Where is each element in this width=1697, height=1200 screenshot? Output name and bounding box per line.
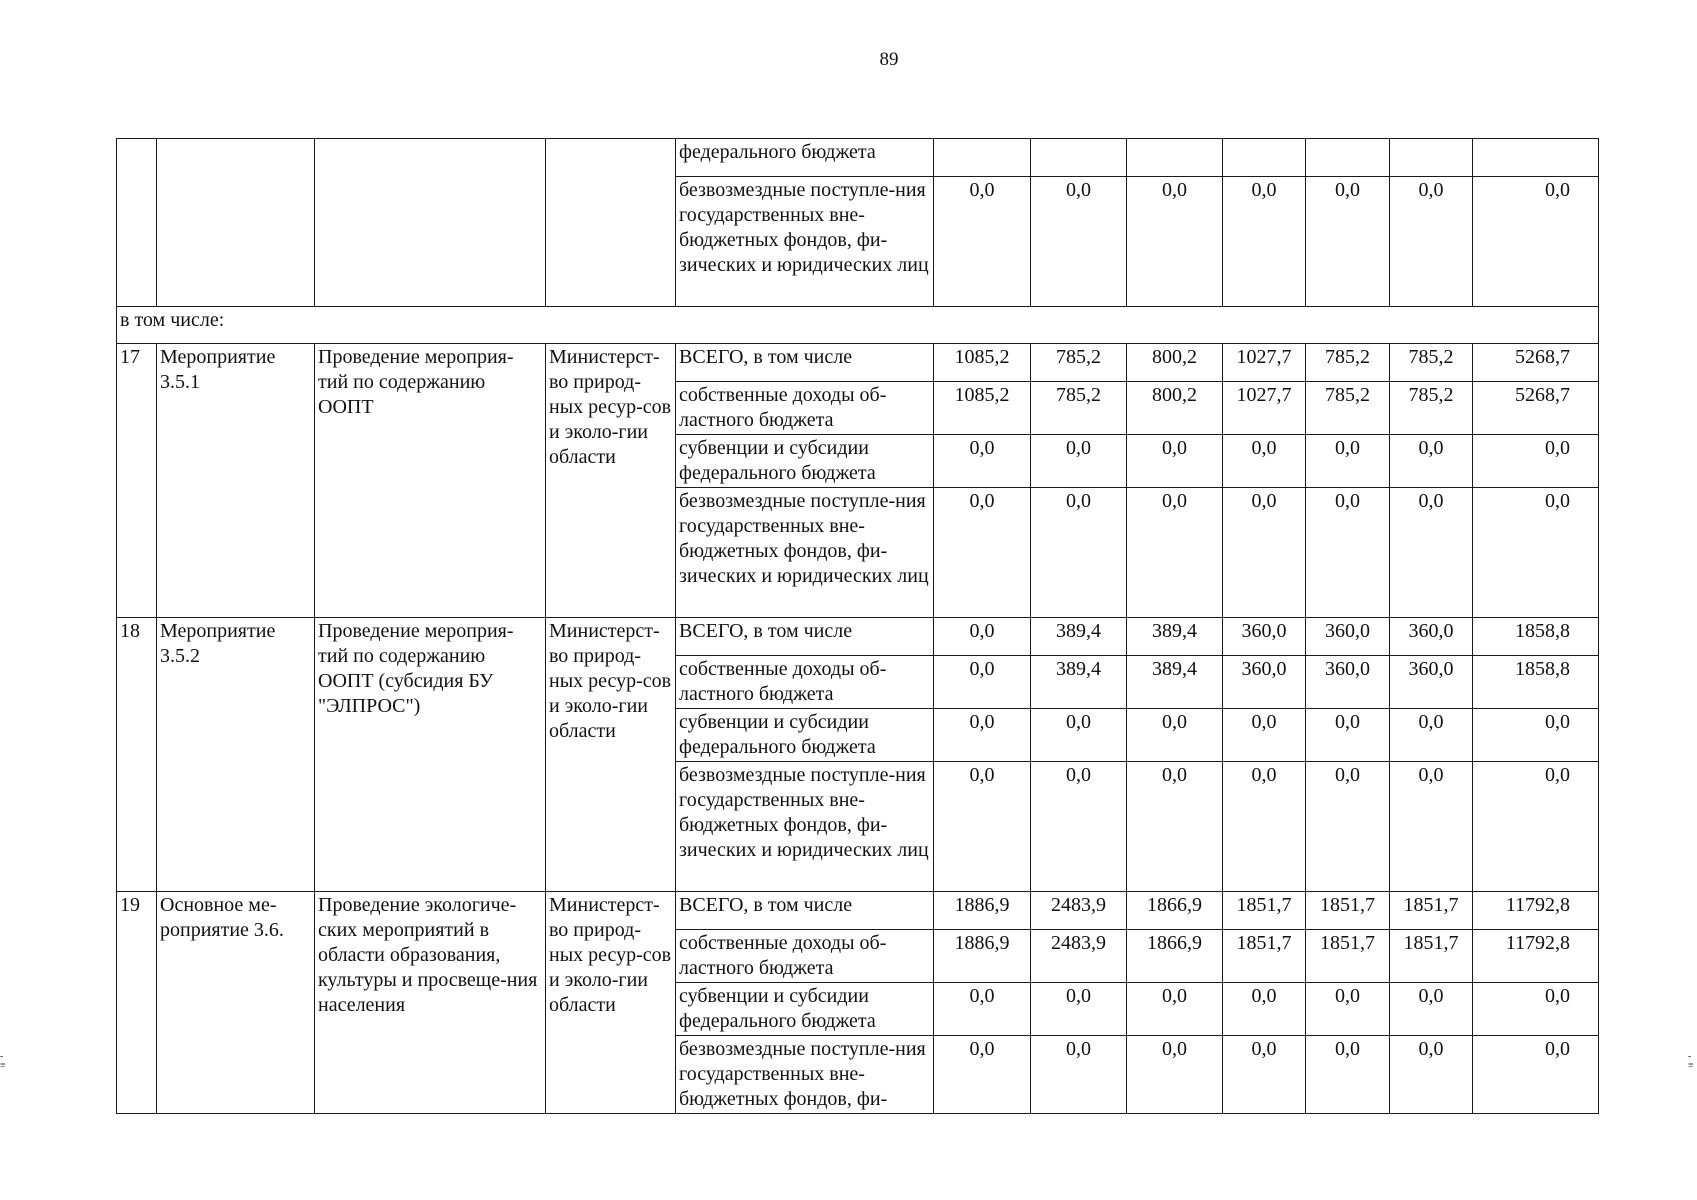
cell-value: 0,0 bbox=[1031, 488, 1127, 618]
cell-value: 800,2 bbox=[1127, 344, 1223, 382]
cell-name: Мероприятие 3.5.2 bbox=[157, 618, 315, 892]
cell-value: 0,0 bbox=[1390, 435, 1473, 488]
cell-source: безвозмездные поступле-ния государственных вне-бюджетных фондов, фи-зических и юридических лиц bbox=[676, 177, 934, 307]
cell-value: 0,0 bbox=[1223, 488, 1306, 618]
cell-value: 389,4 bbox=[1127, 656, 1223, 709]
cell-description: Проведение экологиче-ских мероприятий в области образования, культуры и просвеще-ния населения bbox=[315, 892, 546, 1114]
page-number: 89 bbox=[879, 49, 899, 70]
cell-value: 1866,9 bbox=[1127, 892, 1223, 930]
cell-source: ВСЕГО, в том числе bbox=[676, 344, 934, 382]
cell-value: 0,0 bbox=[1127, 177, 1223, 307]
cell-number: 19 bbox=[117, 892, 157, 1114]
cell-value: 0,0 bbox=[1127, 435, 1223, 488]
cell-value bbox=[1031, 139, 1127, 177]
cell-number: 17 bbox=[117, 344, 157, 618]
cell-value: 1851,7 bbox=[1306, 892, 1390, 930]
cell-value: 1851,7 bbox=[1390, 892, 1473, 930]
cell-value: 1866,9 bbox=[1127, 930, 1223, 983]
cell-source: собственные доходы об-ластного бюджета bbox=[676, 930, 934, 983]
cell-value: 0,0 bbox=[934, 656, 1031, 709]
cell-value: 11792,8 bbox=[1473, 930, 1599, 983]
cell-executor: Министерст-во природ-ных ресур-сов и эколо-гии области bbox=[546, 892, 676, 1114]
cell-value: 1858,8 bbox=[1473, 656, 1599, 709]
cell-value: 0,0 bbox=[934, 1036, 1031, 1114]
cell-value: 0,0 bbox=[1223, 762, 1306, 892]
cell-value: 0,0 bbox=[1031, 177, 1127, 307]
cell-value bbox=[1390, 139, 1473, 177]
table-row bbox=[117, 892, 1599, 930]
cell-value: 1858,8 bbox=[1473, 618, 1599, 656]
cell-value: 0,0 bbox=[934, 762, 1031, 892]
cell-description: Проведение мероприя-тий по содержанию ООПТ bbox=[315, 344, 546, 618]
cell-value: 0,0 bbox=[1223, 435, 1306, 488]
cell-value: 360,0 bbox=[1223, 656, 1306, 709]
cell-source: ВСЕГО, в том числе bbox=[676, 892, 934, 930]
cell-value: 389,4 bbox=[1031, 618, 1127, 656]
cell-value bbox=[1127, 139, 1223, 177]
cell-value: 1851,7 bbox=[1223, 892, 1306, 930]
cell-name: Мероприятие 3.5.1 bbox=[157, 344, 315, 618]
cell-description bbox=[315, 139, 546, 307]
cell-value: 1027,7 bbox=[1223, 382, 1306, 435]
cell-value: 360,0 bbox=[1390, 656, 1473, 709]
cell-value: 785,2 bbox=[1390, 382, 1473, 435]
cell-value: 0,0 bbox=[1390, 762, 1473, 892]
cell-value: 785,2 bbox=[1306, 382, 1390, 435]
cell-value: 0,0 bbox=[934, 435, 1031, 488]
cell-value: 389,4 bbox=[1127, 618, 1223, 656]
cell-value: 1851,7 bbox=[1223, 930, 1306, 983]
cell-value: 0,0 bbox=[934, 983, 1031, 1036]
section-row bbox=[117, 307, 1599, 344]
cell-value: 11792,8 bbox=[1473, 892, 1599, 930]
cell-value: 0,0 bbox=[934, 177, 1031, 307]
cell-value: 0,0 bbox=[1306, 177, 1390, 307]
cell-value: 360,0 bbox=[1306, 618, 1390, 656]
cell-value: 360,0 bbox=[1306, 656, 1390, 709]
cell-value bbox=[934, 139, 1031, 177]
cell-value bbox=[1223, 139, 1306, 177]
cell-source: безвозмездные поступле-ния государственных вне-бюджетных фондов, фи-зических и юридических лиц bbox=[676, 488, 934, 618]
table-row bbox=[117, 618, 1599, 656]
cell-value: 785,2 bbox=[1390, 344, 1473, 382]
cell-value: 0,0 bbox=[1223, 177, 1306, 307]
cell-executor bbox=[546, 139, 676, 307]
budget-table bbox=[116, 138, 1599, 1114]
cell-value: 0,0 bbox=[1306, 762, 1390, 892]
cell-source: собственные доходы об-ластного бюджета bbox=[676, 382, 934, 435]
cell-value: 1085,2 bbox=[934, 344, 1031, 382]
cell-value: 5268,7 bbox=[1473, 382, 1599, 435]
cell-value: 0,0 bbox=[1473, 709, 1599, 762]
cell-value: 0,0 bbox=[1223, 983, 1306, 1036]
cell-value: 0,0 bbox=[1306, 709, 1390, 762]
cell-source: субвенции и субсидии федерального бюджета bbox=[676, 435, 934, 488]
cell-value: 360,0 bbox=[1223, 618, 1306, 656]
cell-value: 0,0 bbox=[1031, 983, 1127, 1036]
table-row bbox=[117, 344, 1599, 382]
cell-value: 0,0 bbox=[1390, 177, 1473, 307]
cell-value: 0,0 bbox=[1473, 177, 1599, 307]
cell-value bbox=[1473, 139, 1599, 177]
cell-value: 785,2 bbox=[1031, 382, 1127, 435]
cell-value: 0,0 bbox=[1127, 1036, 1223, 1114]
cell-value: 0,0 bbox=[1390, 983, 1473, 1036]
cell-value: 0,0 bbox=[1223, 1036, 1306, 1114]
cell-value: 785,2 bbox=[1306, 344, 1390, 382]
cell-value: 0,0 bbox=[1031, 709, 1127, 762]
cell-value: 0,0 bbox=[1306, 1036, 1390, 1114]
cell-source: субвенции и субсидии федерального бюджета bbox=[676, 709, 934, 762]
cell-source: федерального бюджета bbox=[676, 139, 934, 177]
cell-value: 0,0 bbox=[1223, 709, 1306, 762]
cell-value: 389,4 bbox=[1031, 656, 1127, 709]
cell-value: 0,0 bbox=[934, 618, 1031, 656]
cell-value: 0,0 bbox=[1127, 709, 1223, 762]
cell-value: 0,0 bbox=[1306, 983, 1390, 1036]
cell-value: 1085,2 bbox=[934, 382, 1031, 435]
cell-number bbox=[117, 139, 157, 307]
cell-value: 0,0 bbox=[1473, 488, 1599, 618]
table-body bbox=[117, 139, 1599, 1114]
cell-value: 1027,7 bbox=[1223, 344, 1306, 382]
cell-value: 1886,9 bbox=[934, 892, 1031, 930]
cell-name bbox=[157, 139, 315, 307]
cell-value: 1886,9 bbox=[934, 930, 1031, 983]
cell-value: 0,0 bbox=[1127, 488, 1223, 618]
cell-value: 0,0 bbox=[1390, 488, 1473, 618]
cell-executor: Министерст-во природ-ных ресур-сов и эколо-гии области bbox=[546, 618, 676, 892]
cell-value: 0,0 bbox=[1473, 762, 1599, 892]
cell-value: 0,0 bbox=[1306, 435, 1390, 488]
cell-value: 360,0 bbox=[1390, 618, 1473, 656]
cell-value: 5268,7 bbox=[1473, 344, 1599, 382]
cell-value: 785,2 bbox=[1031, 344, 1127, 382]
cell-value: 0,0 bbox=[1031, 1036, 1127, 1114]
cell-value: 1851,7 bbox=[1306, 930, 1390, 983]
cell-value: 0,0 bbox=[1127, 762, 1223, 892]
cell-description: Проведение мероприя-тий по содержанию ООПТ (субсидия БУ "ЭЛПРОС") bbox=[315, 618, 546, 892]
cell-value bbox=[1306, 139, 1390, 177]
cell-name: Основное ме-роприятие 3.6. bbox=[157, 892, 315, 1114]
cell-value: 800,2 bbox=[1127, 382, 1223, 435]
cell-source: собственные доходы об-ластного бюджета bbox=[676, 656, 934, 709]
cell-value: 0,0 bbox=[1473, 435, 1599, 488]
cell-source: ВСЕГО, в том числе bbox=[676, 618, 934, 656]
scan-edge-mark: - ≡ bbox=[0, 1051, 6, 1071]
cell-value: 0,0 bbox=[1127, 983, 1223, 1036]
cell-source: субвенции и субсидии федерального бюджета bbox=[676, 983, 934, 1036]
cell-value: 0,0 bbox=[1306, 488, 1390, 618]
cell-value: 0,0 bbox=[1031, 435, 1127, 488]
cell-executor: Министерст-во природ-ных ресур-сов и эколо-гии области bbox=[546, 344, 676, 618]
cell-value: 1851,7 bbox=[1390, 930, 1473, 983]
section-label: в том числе: bbox=[117, 307, 1599, 344]
cell-value: 2483,9 bbox=[1031, 892, 1127, 930]
cell-value: 0,0 bbox=[934, 709, 1031, 762]
cell-source: безвозмездные поступле-ния государственных вне-бюджетных фондов, фи-зических и юридических лиц bbox=[676, 762, 934, 892]
table-row bbox=[117, 139, 1599, 177]
cell-value: 0,0 bbox=[1473, 1036, 1599, 1114]
cell-source: безвозмездные поступле-ния государственных вне-бюджетных фондов, фи- bbox=[676, 1036, 934, 1114]
cell-value: 2483,9 bbox=[1031, 930, 1127, 983]
cell-value: 0,0 bbox=[1473, 983, 1599, 1036]
cell-value: 0,0 bbox=[1031, 762, 1127, 892]
cell-value: 0,0 bbox=[1390, 1036, 1473, 1114]
cell-number: 18 bbox=[117, 618, 157, 892]
scan-edge-mark: - ≡ bbox=[1688, 1051, 1694, 1071]
cell-value: 0,0 bbox=[1390, 709, 1473, 762]
cell-value: 0,0 bbox=[934, 488, 1031, 618]
